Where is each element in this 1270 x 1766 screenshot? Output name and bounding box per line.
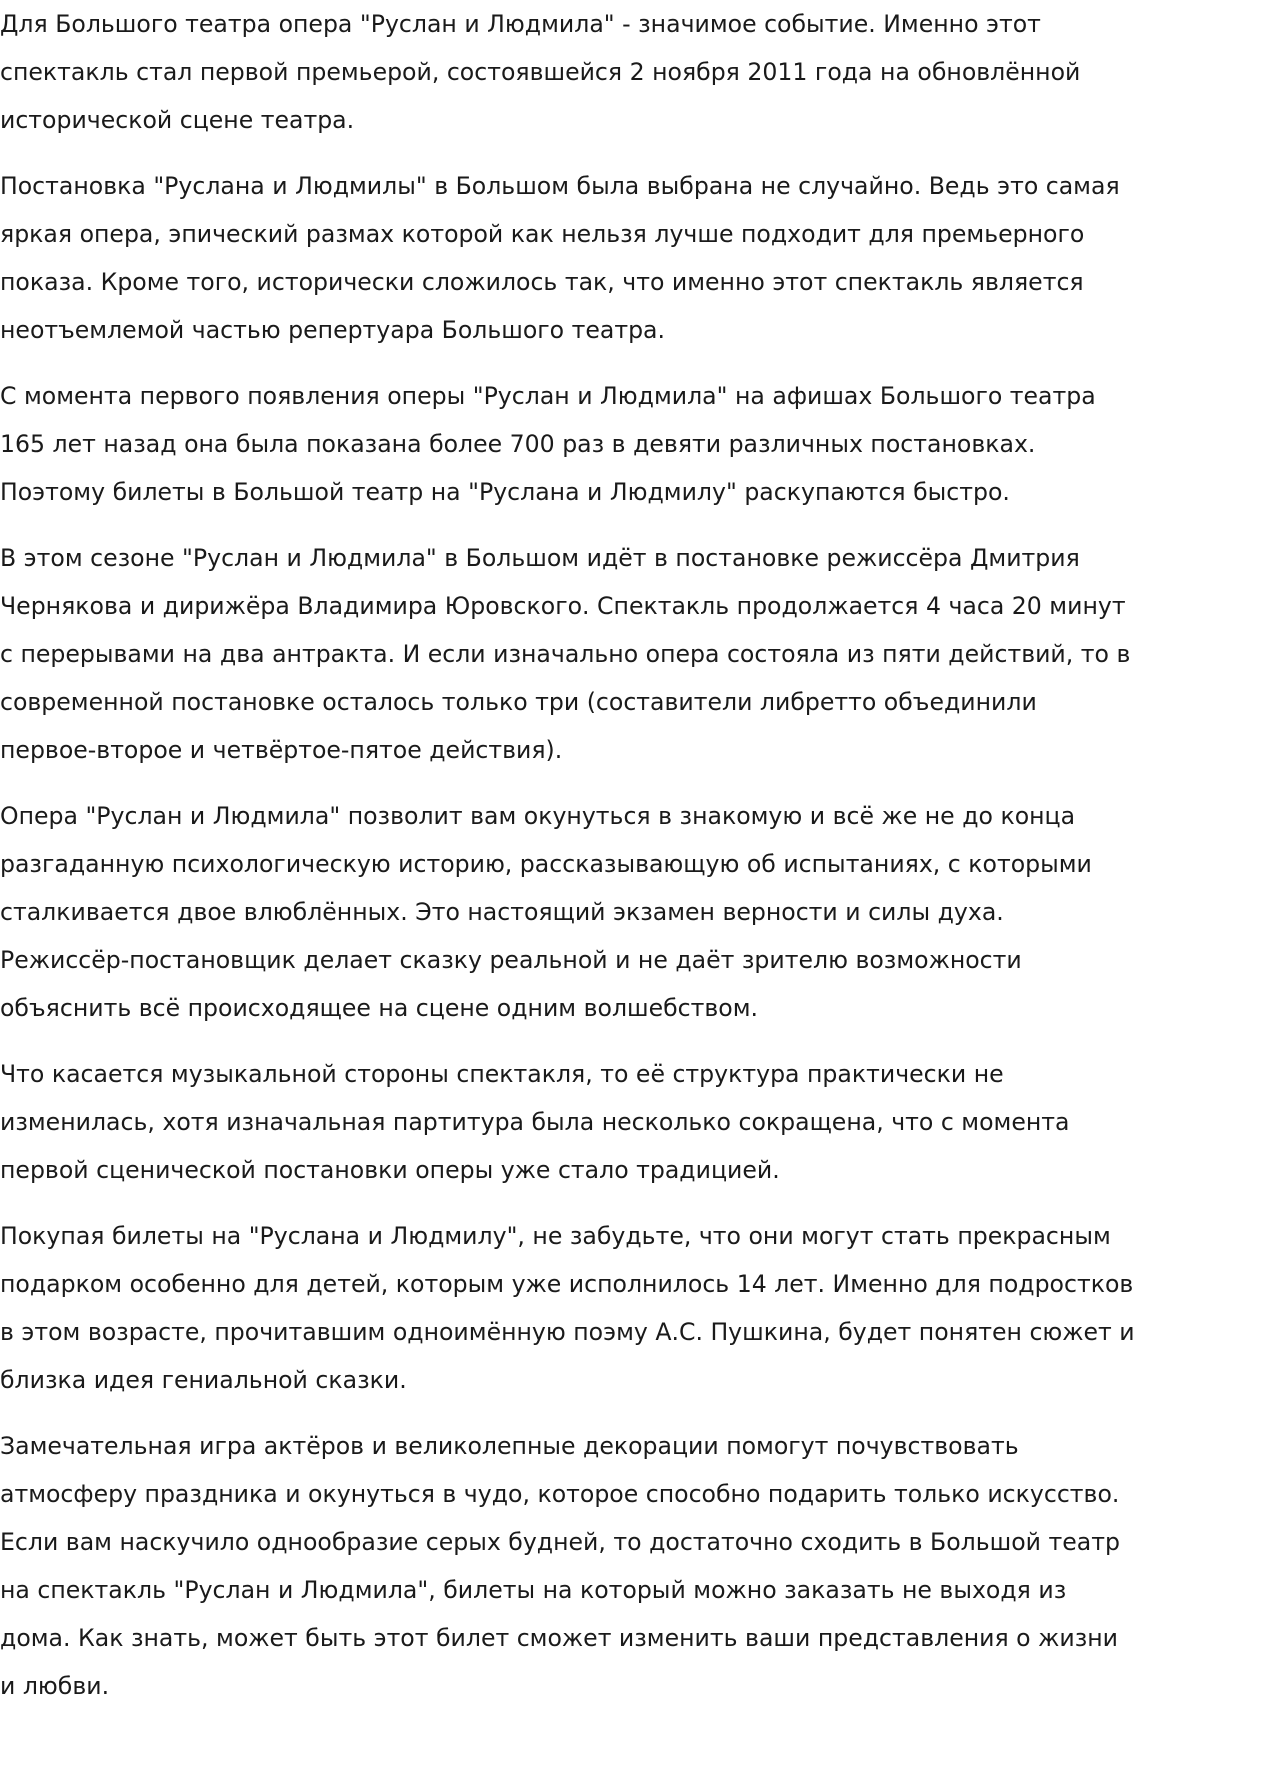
- paragraph-staging-choice: Постановка "Руслана и Людмилы" в Большом была выбрана не случайно. Ведь это самая яркая опера, эпический размах которой как нельзя лучше подходит для премьерного показа. Кроме того, исторически сложилось так, что именно этот спектакль является неотъемлемой частью репертуара Большого театра.: [0, 172, 1120, 344]
- paragraph-premiere: Для Большого театра опера "Руслан и Людмила" - значимое событие. Именно этот спектакль стал первой премьерой, состоявшейся 2 ноября 2011 года на обновлённой исторической сцене театра.: [0, 10, 1081, 134]
- paragraph-this-season: В этом сезоне "Руслан и Людмила" в Большом идёт в постановке режиссёра Дмитрия Чернякова и дирижёра Владимира Юровского. Спектакль продолжается 4 часа 20 минут с перерывами на два антракта. И если изначально опера состояла из пяти действий, то в современной постановке осталось только три (составители либретто объединили первое-второе и четвёртое-пятое действия).: [0, 544, 1131, 764]
- paragraph-plot: Опера "Руслан и Людмила" позволит вам окунуться в знакомую и всё же не до конца разгаданную психологическую историю, рассказывающую об испытаниях, с которыми сталкивается двое влюблённых. Это настоящий экзамен верности и силы духа. Режиссёр-постановщик делает сказку реальной и не даёт зрителю возможности объяснить всё происходящее на сцене одним волшебством.: [0, 802, 1092, 1022]
- paragraph-history: С момента первого появления оперы "Руслан и Людмила" на афишах Большого театра 165 лет назад она была показана более 700 раз в девяти различных постановках. Поэтому билеты в Большой театр на "Руслана и Людмилу" раскупаются быстро.: [0, 382, 1096, 506]
- paragraph-music: Что касается музыкальной стороны спектакля, то её структура практически не изменилась, хотя изначальная партитура была несколько сокращена, что с момента первой сценической постановки оперы уже стало традицией.: [0, 1060, 1070, 1184]
- paragraph-closing: Замечательная игра актёров и великолепные декорации помогут почувствовать атмосферу праздника и окунуться в чудо, которое способно подарить только искусство. Если вам наскучило однообразие серых будней, то достаточно сходить в Большой театр на спектакль "Руслан и Людмила", билеты на который можно заказать не выходя из дома. Как знать, может быть этот билет сможет изменить ваши представления о жизни и любви.: [0, 1432, 1120, 1700]
- paragraph-gift: Покупая билеты на "Руслана и Людмилу", не забудьте, что они могут стать прекрасным подарком особенно для детей, которым уже исполнилось 14 лет. Именно для подростков в этом возрасте, прочитавшим одноимённую поэму А.С. Пушкина, будет понятен сюжет и близка идея гениальной сказки.: [0, 1222, 1135, 1394]
